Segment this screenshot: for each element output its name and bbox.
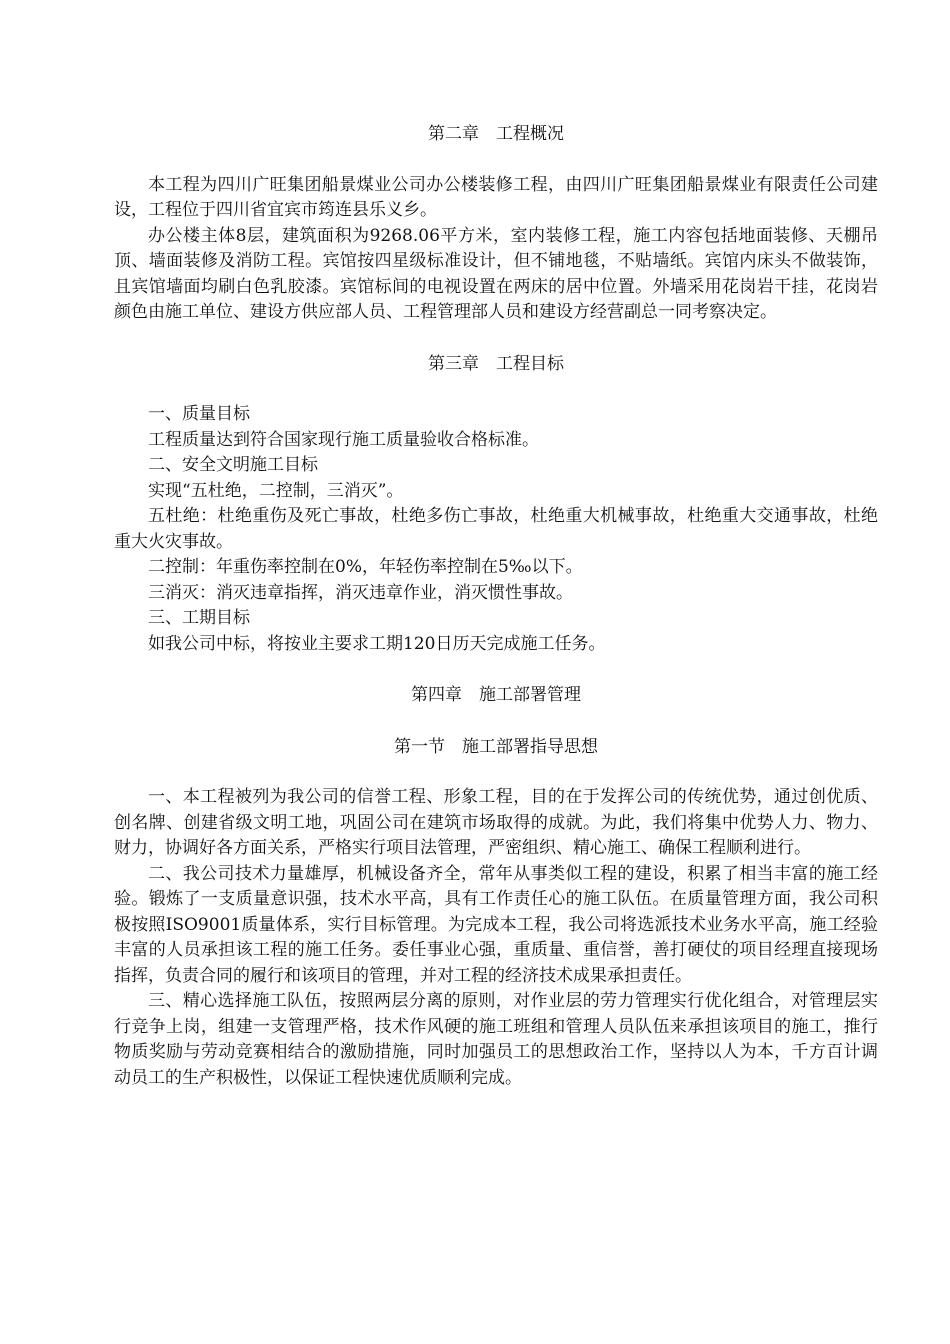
two-controls-text: 二控制：年重伤率控制在0%，年轻伤率控制在5‰以下。 — [148, 557, 583, 577]
three-eliminations-text: 三消灭：消灭违章指挥，消灭违章作业，消灭惯性事故。 — [148, 582, 573, 603]
schedule-goal-title: 三、工期目标 — [148, 608, 250, 628]
quality-goal-text: 工程质量达到符合国家现行施工质量验收合格标准。 — [148, 429, 539, 450]
chapter-2-heading: 第二章 工程概况 — [428, 124, 564, 144]
chapter-2-paragraph: 办公楼主体8层，建筑面积为9268.06平方米，室内装修工程，施工内容包括地面装修、天棚吊顶、墙面装修及消防工程。宾馆按四星级标准设计，但不铺地毯，不贴墙纸。宾馆内床头不做装饰，且宾馆墙面均刷白色乳胶漆。宾馆标间的电视设置在两床的居中位置。外墙采用花岗岩干挂，花岗岩颜色由施工单位、建设方供应部人员、工程管理部人员和建设方经营副总一同考察决定。 — [114, 225, 878, 322]
section-1-heading: 第一节 施工部署指导思想 — [394, 736, 598, 757]
document-body — [114, 122, 878, 1091]
quality-goal-title: 一、质量目标 — [148, 404, 250, 424]
chapter-2-paragraph: 本工程为四川广旺集团船景煤业公司办公楼装修工程，由四川广旺集团船景煤业有限责任公司建设，工程位于四川省宜宾市筠连县乐义乡。 — [114, 174, 878, 220]
schedule-goal-text: 如我公司中标，将按业主要求工期120日历天完成施工任务。 — [148, 633, 606, 654]
five-eliminations-text: 五杜绝：杜绝重伤及死亡事故，杜绝多伤亡事故，杜绝重大机械事故，杜绝重大交通事故，杜绝重大火灾事故。 — [114, 506, 878, 552]
safety-goal-text: 实现“五杜绝，二控制，三消灭”。 — [148, 480, 404, 501]
chapter-3-heading: 第三章 工程目标 — [428, 353, 564, 374]
section-1-paragraph: 二、我公司技术力量雄厚，机械设备齐全，常年从事类似工程的建设，积累了相当丰富的施工经验。锻炼了一支质量意识强，技术水平高，具有工作责任心的施工队伍。在质量管理方面，我公司积极按照ISO9001质量体系，实行目标管理。为完成本工程，我公司将选派技术业务水平高，施工经验丰富的人员承担该工程的施工任务。委任事业心强，重质量、重信誉，善打硬仗的项目经理直接现场指挥，负责合同的履行和该项目的管理，并对工程的经济技术成果承担责任。 — [114, 863, 878, 986]
section-1-paragraph: 三、精心选择施工队伍，按照两层分离的原则，对作业层的劳力管理实行优化组合，对管理层实行竞争上岗，组建一支管理严格，技术作风硬的施工班组和管理人员队伍来承担该项目的施工，推行物质奖励与劳动竞赛相结合的激励措施，同时加强员工的思想政治工作，坚持以人为本，千方百计调动员工的生产积极性，以保证工程快速优质顺利完成。 — [114, 991, 878, 1088]
chapter-4-heading: 第四章 施工部署管理 — [411, 685, 581, 705]
safety-goal-title: 二、安全文明施工目标 — [148, 455, 318, 475]
section-1-paragraph: 一、本工程被列为我公司的信誉工程、形象工程，目的在于发挥公司的传统优势，通过创优质、创名牌、创建省级文明工地，巩固公司在建筑市场取得的成就。为此，我们将集中优势人力、物力、财力，协调好各方面关系，严格实行项目法管理，严密组织、精心施工、确保工程顺利进行。 — [114, 787, 878, 858]
